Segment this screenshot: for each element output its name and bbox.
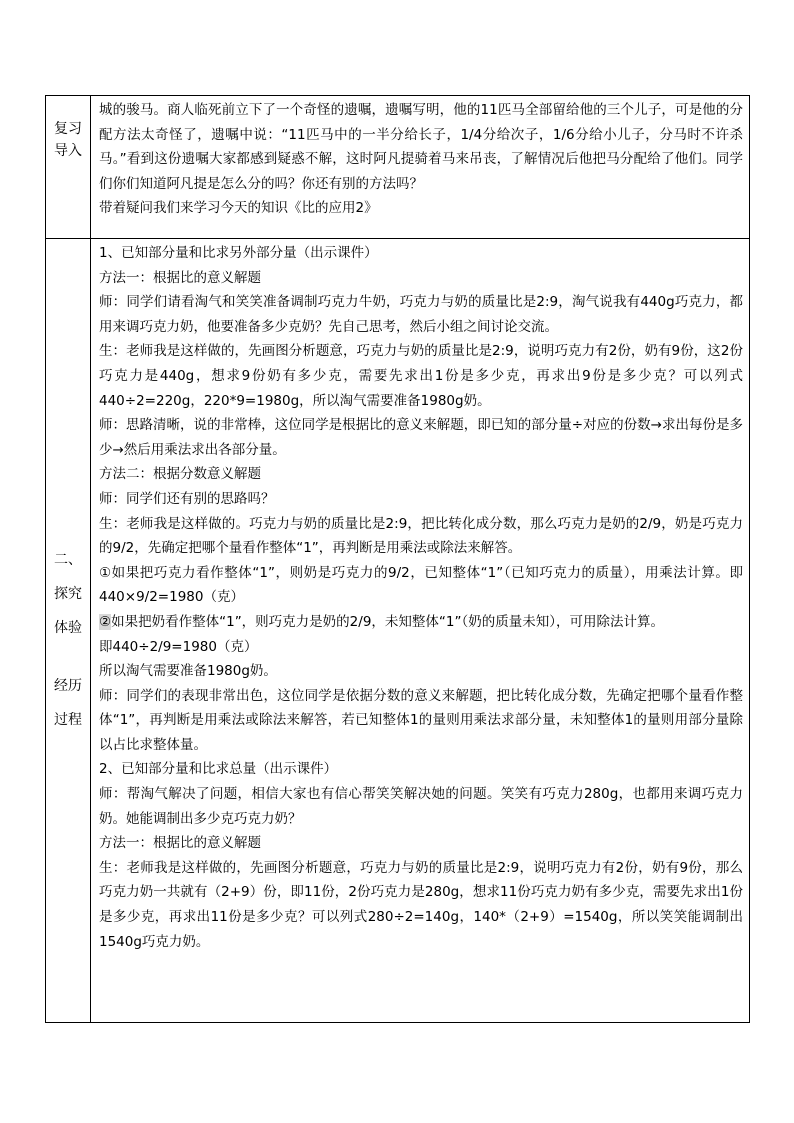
review-row <box>46 96 750 239</box>
explore-label-line1: 探究 <box>54 586 82 602</box>
review-content-cell <box>91 96 750 239</box>
explore-label-line2: 体验 <box>54 620 82 636</box>
explore-content-cell <box>91 239 750 1023</box>
case-two-line <box>99 610 743 635</box>
conclusion-line: 所以淘气需要准备1980g奶。 <box>99 663 277 680</box>
explore-row <box>46 239 750 1023</box>
review-paragraph: 带着疑问我们来学习今天的知识《比的应用2》 <box>99 200 378 217</box>
review-paragraph: 城的骏马。商人临死前立下了一个奇怪的遗嘱，遗嘱写明，他的11匹马全部留给他的三个儿子，可是他的分配方法太奇怪了，遗嘱中说：“11匹马中的一半分给长子，1/4分给次子，1/6分给小儿子，分马时不许杀马。”看到这份遗嘱大家都感到疑惑不解，这时阿凡提骑着马来吊丧，了解情况后他把马分配给了他们。同学们你们知道阿凡提是怎么分的吗？你还有别的方法吗？ <box>99 102 743 192</box>
section-heading: 2、已知部分量和比求总量（出示课件） <box>99 761 338 778</box>
student-line: 生：老师我是这样做的，先画图分析题意，巧克力与奶的质量比是2:9，说明巧克力有2份，奶有9份，这2份巧克力是440g，想求9份奶有多少克，需要先求出1份是多少克，再求出9份是多少克？可以列式440÷2=220g，220*9=1980g，所以淘气需要准备1980g奶。 <box>99 343 743 409</box>
case-two-text: 如果把奶看作整体“1”，则巧克力是奶的2/9，未知整体“1”（奶的质量未知），可用除法计算。 <box>111 613 664 630</box>
teacher-line: 师：帮淘气解决了问题，相信大家也有信心帮笑笑解决她的问题。笑笑有巧克力280g，也都用来调巧克力奶。她能调制出多少克巧克力奶？ <box>99 786 743 827</box>
teacher-line: 师：同学们请看淘气和笑笑准备调制巧克力牛奶，巧克力与奶的质量比是2:9，淘气说我有440g巧克力，都用来调巧克力奶，他要准备多少克奶？先自己思考，然后小组之间讨论交流。 <box>99 294 743 335</box>
section-heading: 1、已知部分量和比求另外部分量（出示课件） <box>99 245 378 261</box>
method-heading: 方法二：根据分数意义解题 <box>99 466 261 483</box>
student-line: 生：老师我是这样做的，先画图分析题意，巧克力与奶的质量比是2:9，说明巧克力有2份，奶有9份，那么巧克力奶一共就有（2+9）份，即11份，2份巧克力是280g，想求11份巧克力奶有多少克，需要先求出1份是多少克，再求出11份是多少克？可以列式280÷2=140g，140*（2+9）=1540g，所以笑笑能调制出1540g巧克力奶。 <box>99 859 743 950</box>
teacher-line: 师：思路清晰，说的非常棒，这位同学是根据比的意义来解题，即已知的部分量÷对应的份数→求出每份是多少→然后用乘法求出各部分量。 <box>99 417 743 458</box>
review-label-line2: 导入 <box>54 143 82 159</box>
review-label-cell <box>46 96 91 239</box>
equation-line: 即440÷2/9=1980（克） <box>99 638 258 655</box>
teacher-line: 师：同学们的表现非常出色，这位同学是依据分数的意义来解题，把比转化成分数，先确定把哪个量看作整体“1”，再判断是用乘法或除法来解答，若已知整体1的量则用乘法求部分量，未知整体1的量则用部分量除以占比求整体量。 <box>99 687 743 753</box>
explore-label-number: 二、 <box>54 552 82 568</box>
explore-label-line3: 经历 <box>54 678 82 694</box>
explore-label-cell <box>46 239 91 1023</box>
student-line: 生：老师我是这样做的。巧克力与奶的质量比是2:9，把比转化成分数，那么巧克力是奶的2/9，奶是巧克力的9/2，先确定把哪个量看作整体“1”，再判断是用乘法或除法来解答。 <box>99 515 743 557</box>
circled-number-two: ② <box>99 613 112 630</box>
explore-label-line4: 过程 <box>54 712 82 728</box>
teacher-line: 师：同学们还有别的思路吗？ <box>99 490 275 507</box>
lesson-plan-table <box>45 95 750 1023</box>
case-one-line: ①如果把巧克力看作整体“1”，则奶是巧克力的9/2，已知整体“1”（已知巧克力的质量），用乘法计算。即440×9/2=1980（克） <box>99 564 743 606</box>
review-label-line1: 复习 <box>54 121 82 137</box>
method-heading: 方法一：根据比的意义解题 <box>99 269 261 286</box>
method-heading: 方法一：根据比的意义解题 <box>99 835 261 852</box>
